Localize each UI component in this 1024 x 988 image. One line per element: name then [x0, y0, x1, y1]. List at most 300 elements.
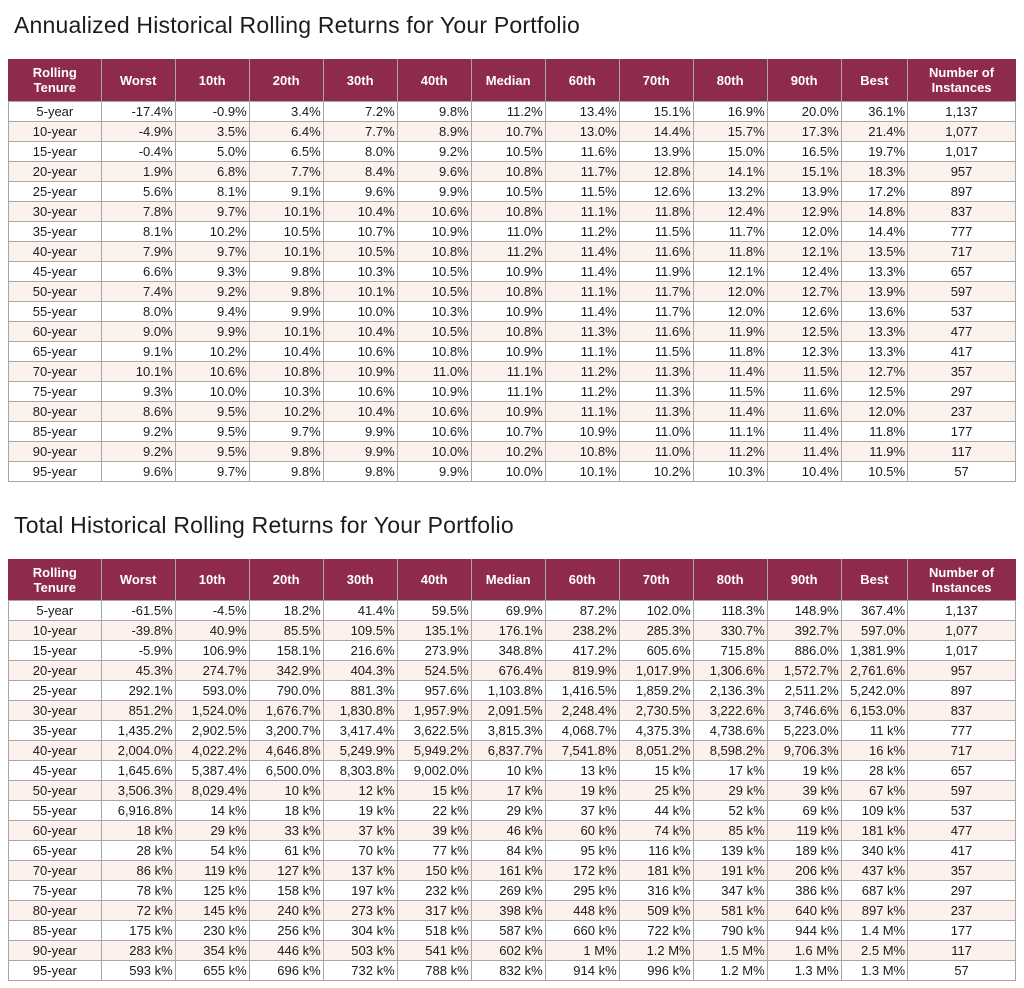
value-cell: 10.8%: [545, 441, 619, 461]
value-cell: 1,957.9%: [397, 701, 471, 721]
total-returns-section: [8, 512, 1016, 982]
value-cell: 1 M%: [545, 941, 619, 961]
table-row: [9, 881, 1016, 901]
table-row: [9, 721, 1016, 741]
tenure-cell: 45-year: [9, 261, 102, 281]
value-cell: 12.6%: [767, 301, 841, 321]
value-cell: 10.5%: [841, 461, 907, 481]
value-cell: 6,837.7%: [471, 741, 545, 761]
value-cell: 1,103.8%: [471, 681, 545, 701]
value-cell: 70 k%: [323, 841, 397, 861]
value-cell: 6.8%: [175, 161, 249, 181]
table-row: [9, 761, 1016, 781]
value-cell: 12.1%: [767, 241, 841, 261]
value-cell: 996 k%: [619, 961, 693, 981]
value-cell: 19 k%: [545, 781, 619, 801]
value-cell: 10.9%: [471, 341, 545, 361]
value-cell: 21.4%: [841, 121, 907, 141]
value-cell: 10.6%: [397, 201, 471, 221]
value-cell: 5.6%: [101, 181, 175, 201]
value-cell: 59.5%: [397, 601, 471, 621]
value-cell: 9.2%: [175, 281, 249, 301]
value-cell: -0.4%: [101, 141, 175, 161]
value-cell: -39.8%: [101, 621, 175, 641]
value-cell: 25 k%: [619, 781, 693, 801]
value-cell: 11.6%: [767, 401, 841, 421]
value-cell: 602 k%: [471, 941, 545, 961]
value-cell: 9.8%: [323, 461, 397, 481]
instances-cell: 897: [908, 181, 1016, 201]
value-cell: 39 k%: [397, 821, 471, 841]
tenure-cell: 25-year: [9, 681, 102, 701]
value-cell: 9.3%: [101, 381, 175, 401]
value-cell: 9.9%: [249, 301, 323, 321]
value-cell: 7.9%: [101, 241, 175, 261]
column-header: Best: [841, 60, 907, 102]
value-cell: 10.1%: [545, 461, 619, 481]
table-row: [9, 381, 1016, 401]
value-cell: 176.1%: [471, 621, 545, 641]
value-cell: 109.5%: [323, 621, 397, 641]
value-cell: 13.5%: [841, 241, 907, 261]
value-cell: 12.5%: [767, 321, 841, 341]
header-row: [9, 60, 1016, 102]
value-cell: 9.5%: [175, 441, 249, 461]
value-cell: 10.4%: [323, 201, 397, 221]
value-cell: 9.0%: [101, 321, 175, 341]
table-row: [9, 281, 1016, 301]
value-cell: 404.3%: [323, 661, 397, 681]
value-cell: 20.0%: [767, 101, 841, 121]
value-cell: 446 k%: [249, 941, 323, 961]
value-cell: 16 k%: [841, 741, 907, 761]
value-cell: 14.8%: [841, 201, 907, 221]
value-cell: 13.3%: [841, 261, 907, 281]
value-cell: 1,859.2%: [619, 681, 693, 701]
instances-cell: 837: [908, 701, 1016, 721]
value-cell: 69.9%: [471, 601, 545, 621]
table-row: [9, 701, 1016, 721]
value-cell: 9.2%: [101, 421, 175, 441]
value-cell: 10.5%: [471, 181, 545, 201]
tenure-cell: 80-year: [9, 901, 102, 921]
value-cell: 732 k%: [323, 961, 397, 981]
value-cell: 3,815.3%: [471, 721, 545, 741]
value-cell: 316 k%: [619, 881, 693, 901]
instances-cell: 237: [908, 901, 1016, 921]
value-cell: 340 k%: [841, 841, 907, 861]
value-cell: 597.0%: [841, 621, 907, 641]
value-cell: 9.7%: [175, 461, 249, 481]
tenure-cell: 95-year: [9, 461, 102, 481]
value-cell: 11.4%: [545, 301, 619, 321]
value-cell: 10.1%: [323, 281, 397, 301]
value-cell: 10.5%: [323, 241, 397, 261]
value-cell: 74 k%: [619, 821, 693, 841]
value-cell: 17.3%: [767, 121, 841, 141]
value-cell: 6.5%: [249, 141, 323, 161]
value-cell: 1.3 M%: [841, 961, 907, 981]
tenure-cell: 85-year: [9, 421, 102, 441]
value-cell: 593.0%: [175, 681, 249, 701]
value-cell: 16.5%: [767, 141, 841, 161]
total-returns-table: [8, 559, 1016, 982]
value-cell: 29 k%: [693, 781, 767, 801]
value-cell: 11.4%: [545, 241, 619, 261]
table-row: [9, 321, 1016, 341]
value-cell: 10.4%: [323, 401, 397, 421]
table-row: [9, 301, 1016, 321]
value-cell: 292.1%: [101, 681, 175, 701]
value-cell: 6,500.0%: [249, 761, 323, 781]
value-cell: 11.6%: [767, 381, 841, 401]
tenure-cell: 50-year: [9, 781, 102, 801]
value-cell: 9.6%: [323, 181, 397, 201]
value-cell: 15.7%: [693, 121, 767, 141]
value-cell: 12.0%: [841, 401, 907, 421]
value-cell: 13 k%: [545, 761, 619, 781]
value-cell: 145 k%: [175, 901, 249, 921]
value-cell: 342.9%: [249, 661, 323, 681]
value-cell: 2,761.6%: [841, 661, 907, 681]
table-row: [9, 661, 1016, 681]
value-cell: 181 k%: [619, 861, 693, 881]
tenure-cell: 90-year: [9, 941, 102, 961]
instances-cell: 477: [908, 821, 1016, 841]
value-cell: 238.2%: [545, 621, 619, 641]
value-cell: 2,248.4%: [545, 701, 619, 721]
value-cell: 10.5%: [397, 261, 471, 281]
value-cell: 12.9%: [767, 201, 841, 221]
value-cell: 12.7%: [767, 281, 841, 301]
value-cell: 232 k%: [397, 881, 471, 901]
value-cell: 39 k%: [767, 781, 841, 801]
value-cell: 18 k%: [249, 801, 323, 821]
value-cell: 10.3%: [397, 301, 471, 321]
value-cell: 11.7%: [619, 301, 693, 321]
column-header: 80th: [693, 60, 767, 102]
value-cell: 87.2%: [545, 601, 619, 621]
value-cell: 10.1%: [249, 241, 323, 261]
tenure-cell: 10-year: [9, 121, 102, 141]
value-cell: 10.3%: [693, 461, 767, 481]
tenure-cell: 55-year: [9, 301, 102, 321]
value-cell: 12.3%: [767, 341, 841, 361]
value-cell: 832 k%: [471, 961, 545, 981]
value-cell: 10.1%: [249, 321, 323, 341]
instances-cell: 477: [908, 321, 1016, 341]
tenure-cell: 70-year: [9, 361, 102, 381]
value-cell: 7.7%: [323, 121, 397, 141]
value-cell: 78 k%: [101, 881, 175, 901]
value-cell: 9,002.0%: [397, 761, 471, 781]
value-cell: 37 k%: [545, 801, 619, 821]
value-cell: 14 k%: [175, 801, 249, 821]
table-row: [9, 681, 1016, 701]
table-row: [9, 121, 1016, 141]
value-cell: 8.9%: [397, 121, 471, 141]
value-cell: 11.5%: [693, 381, 767, 401]
value-cell: 1.2 M%: [693, 961, 767, 981]
value-cell: 135.1%: [397, 621, 471, 641]
value-cell: 3,622.5%: [397, 721, 471, 741]
instances-cell: 417: [908, 341, 1016, 361]
instances-cell: 297: [908, 381, 1016, 401]
tenure-cell: 85-year: [9, 921, 102, 941]
value-cell: 54 k%: [175, 841, 249, 861]
value-cell: 3,222.6%: [693, 701, 767, 721]
value-cell: 11.7%: [693, 221, 767, 241]
value-cell: 10 k%: [471, 761, 545, 781]
column-header: 10th: [175, 559, 249, 601]
value-cell: 14.4%: [619, 121, 693, 141]
value-cell: 1,645.6%: [101, 761, 175, 781]
table-row: [9, 461, 1016, 481]
annualized-returns-section: [8, 12, 1016, 482]
instances-cell: 357: [908, 361, 1016, 381]
instances-cell: 1,077: [908, 621, 1016, 641]
value-cell: 127 k%: [249, 861, 323, 881]
value-cell: 9.8%: [249, 461, 323, 481]
value-cell: 11.5%: [767, 361, 841, 381]
value-cell: 9,706.3%: [767, 741, 841, 761]
value-cell: 9.6%: [397, 161, 471, 181]
value-cell: 13.0%: [545, 121, 619, 141]
value-cell: 13.3%: [841, 321, 907, 341]
value-cell: 10.5%: [397, 321, 471, 341]
instances-cell: 717: [908, 741, 1016, 761]
value-cell: 216.6%: [323, 641, 397, 661]
value-cell: 11.4%: [545, 261, 619, 281]
table-row: [9, 361, 1016, 381]
tenure-cell: 15-year: [9, 641, 102, 661]
value-cell: 4,375.3%: [619, 721, 693, 741]
value-cell: 12.8%: [619, 161, 693, 181]
value-cell: 67 k%: [841, 781, 907, 801]
value-cell: 9.9%: [397, 181, 471, 201]
column-header: 40th: [397, 60, 471, 102]
value-cell: 10.8%: [471, 161, 545, 181]
value-cell: 11.1%: [545, 281, 619, 301]
value-cell: 11.2%: [693, 441, 767, 461]
column-header: Number of Instances: [908, 559, 1016, 601]
value-cell: 11.9%: [619, 261, 693, 281]
value-cell: 10.8%: [471, 281, 545, 301]
value-cell: 10.1%: [249, 201, 323, 221]
value-cell: 11.3%: [619, 361, 693, 381]
value-cell: 2,730.5%: [619, 701, 693, 721]
column-header: 80th: [693, 559, 767, 601]
value-cell: 29 k%: [471, 801, 545, 821]
value-cell: 11.1%: [545, 401, 619, 421]
value-cell: 6.4%: [249, 121, 323, 141]
value-cell: 13.3%: [841, 341, 907, 361]
instances-cell: 57: [908, 461, 1016, 481]
value-cell: 448 k%: [545, 901, 619, 921]
value-cell: 12.0%: [693, 281, 767, 301]
value-cell: 230 k%: [175, 921, 249, 941]
value-cell: 10.4%: [323, 321, 397, 341]
instances-cell: 57: [908, 961, 1016, 981]
value-cell: 10.8%: [471, 201, 545, 221]
tenure-cell: 75-year: [9, 381, 102, 401]
value-cell: 13.4%: [545, 101, 619, 121]
value-cell: 33 k%: [249, 821, 323, 841]
value-cell: 256 k%: [249, 921, 323, 941]
value-cell: 41.4%: [323, 601, 397, 621]
column-header: 10th: [175, 60, 249, 102]
value-cell: 4,068.7%: [545, 721, 619, 741]
value-cell: 660 k%: [545, 921, 619, 941]
value-cell: 158.1%: [249, 641, 323, 661]
value-cell: 640 k%: [767, 901, 841, 921]
value-cell: 11.5%: [545, 181, 619, 201]
value-cell: 524.5%: [397, 661, 471, 681]
value-cell: 10.5%: [397, 281, 471, 301]
value-cell: 11.1%: [545, 201, 619, 221]
table-row: [9, 341, 1016, 361]
value-cell: 347 k%: [693, 881, 767, 901]
value-cell: 85.5%: [249, 621, 323, 641]
value-cell: 86 k%: [101, 861, 175, 881]
value-cell: 11.4%: [767, 421, 841, 441]
table-row: [9, 401, 1016, 421]
total-returns-title: Total Historical Rolling Returns for Your Portfolio: [14, 511, 514, 538]
value-cell: 11.4%: [693, 401, 767, 421]
value-cell: 8.1%: [175, 181, 249, 201]
instances-cell: 537: [908, 801, 1016, 821]
value-cell: 9.9%: [323, 441, 397, 461]
table-row: [9, 781, 1016, 801]
value-cell: 11.8%: [693, 341, 767, 361]
value-cell: 12 k%: [323, 781, 397, 801]
value-cell: 11.6%: [619, 241, 693, 261]
value-cell: 9.8%: [249, 441, 323, 461]
column-header: 20th: [249, 559, 323, 601]
value-cell: 274.7%: [175, 661, 249, 681]
value-cell: 881.3%: [323, 681, 397, 701]
value-cell: 944 k%: [767, 921, 841, 941]
value-cell: 106.9%: [175, 641, 249, 661]
instances-cell: 117: [908, 941, 1016, 961]
value-cell: 3,417.4%: [323, 721, 397, 741]
column-header: Median: [471, 559, 545, 601]
value-cell: 118.3%: [693, 601, 767, 621]
tenure-cell: 55-year: [9, 801, 102, 821]
tenure-cell: 15-year: [9, 141, 102, 161]
value-cell: 12.5%: [841, 381, 907, 401]
value-cell: 6.6%: [101, 261, 175, 281]
value-cell: 2,004.0%: [101, 741, 175, 761]
value-cell: 10.0%: [175, 381, 249, 401]
column-header: Best: [841, 559, 907, 601]
value-cell: 4,738.6%: [693, 721, 767, 741]
annualized-returns-title: Annualized Historical Rolling Returns for Your Portfolio: [14, 12, 581, 38]
value-cell: 10.2%: [471, 441, 545, 461]
tenure-cell: 30-year: [9, 701, 102, 721]
value-cell: 417.2%: [545, 641, 619, 661]
tenure-cell: 60-year: [9, 321, 102, 341]
tenure-cell: 70-year: [9, 861, 102, 881]
column-header: 90th: [767, 559, 841, 601]
table-row: [9, 241, 1016, 261]
table-row: [9, 941, 1016, 961]
value-cell: 518 k%: [397, 921, 471, 941]
value-cell: 28 k%: [841, 761, 907, 781]
value-cell: 10.6%: [397, 421, 471, 441]
value-cell: 1,572.7%: [767, 661, 841, 681]
table-row: [9, 641, 1016, 661]
value-cell: 1.5 M%: [693, 941, 767, 961]
value-cell: 197 k%: [323, 881, 397, 901]
value-cell: 11.2%: [545, 361, 619, 381]
instances-cell: 657: [908, 261, 1016, 281]
table-row: [9, 801, 1016, 821]
value-cell: 11.3%: [619, 381, 693, 401]
value-cell: 10.9%: [471, 401, 545, 421]
value-cell: 9.9%: [397, 461, 471, 481]
value-cell: 509 k%: [619, 901, 693, 921]
value-cell: 5,249.9%: [323, 741, 397, 761]
value-cell: 687 k%: [841, 881, 907, 901]
value-cell: 10.2%: [175, 221, 249, 241]
instances-cell: 1,137: [908, 101, 1016, 121]
value-cell: 3,746.6%: [767, 701, 841, 721]
table-row: [9, 181, 1016, 201]
value-cell: 10.0%: [323, 301, 397, 321]
table-row: [9, 141, 1016, 161]
value-cell: 10 k%: [249, 781, 323, 801]
tenure-cell: 20-year: [9, 161, 102, 181]
tenure-cell: 10-year: [9, 621, 102, 641]
value-cell: 10.9%: [397, 381, 471, 401]
value-cell: 15.1%: [619, 101, 693, 121]
value-cell: 11.7%: [619, 281, 693, 301]
value-cell: 10.9%: [545, 421, 619, 441]
value-cell: 10.7%: [471, 421, 545, 441]
value-cell: 273 k%: [323, 901, 397, 921]
tenure-cell: 30-year: [9, 201, 102, 221]
value-cell: 9.8%: [397, 101, 471, 121]
value-cell: 10.5%: [471, 141, 545, 161]
value-cell: 13.6%: [841, 301, 907, 321]
value-cell: 886.0%: [767, 641, 841, 661]
table-row: [9, 261, 1016, 281]
table-row: [9, 921, 1016, 941]
value-cell: 9.6%: [101, 461, 175, 481]
value-cell: 181 k%: [841, 821, 907, 841]
table-row: [9, 441, 1016, 461]
value-cell: 273.9%: [397, 641, 471, 661]
value-cell: 6,153.0%: [841, 701, 907, 721]
value-cell: 29 k%: [175, 821, 249, 841]
column-header: Median: [471, 60, 545, 102]
table-row: [9, 161, 1016, 181]
instances-cell: 297: [908, 881, 1016, 901]
value-cell: 914 k%: [545, 961, 619, 981]
value-cell: 8,051.2%: [619, 741, 693, 761]
value-cell: 10.8%: [397, 241, 471, 261]
value-cell: 116 k%: [619, 841, 693, 861]
value-cell: 9.7%: [175, 201, 249, 221]
value-cell: -4.9%: [101, 121, 175, 141]
value-cell: 10.3%: [323, 261, 397, 281]
value-cell: 16.9%: [693, 101, 767, 121]
value-cell: 109 k%: [841, 801, 907, 821]
column-header: 60th: [545, 60, 619, 102]
value-cell: 8,598.2%: [693, 741, 767, 761]
value-cell: 10.6%: [397, 401, 471, 421]
